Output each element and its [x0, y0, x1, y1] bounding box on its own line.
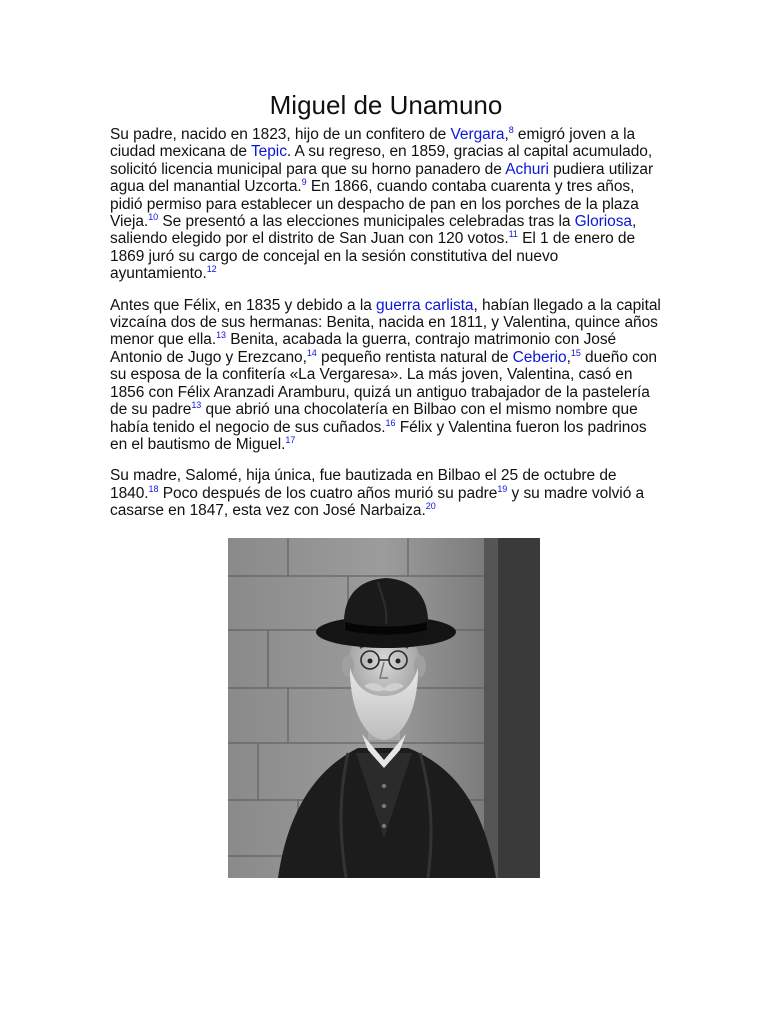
page-title: Miguel de Unamuno — [269, 90, 503, 120]
footnote-link-13b[interactable]: 13 — [191, 400, 202, 411]
text: emigró joven a la ciudad mexicana de — [110, 126, 636, 161]
footnote-link-18[interactable]: 18 — [148, 483, 159, 494]
footnote-link-10[interactable]: 10 — [148, 212, 159, 223]
text: , — [504, 126, 509, 143]
footnote-link-9[interactable]: 9 — [301, 177, 307, 188]
footnote-ref — [148, 212, 158, 222]
footnote-ref — [307, 348, 317, 358]
footnote-link-11[interactable]: 11 — [508, 229, 518, 240]
footnote-link-19[interactable]: 19 — [497, 483, 508, 494]
text: Benita, acabada la guerra, contrajo matrimonio con José Antonio de Jugo y Erezcano, — [110, 331, 617, 366]
link-tepic[interactable]: Tepic — [250, 143, 287, 161]
footnote-ref — [149, 484, 159, 494]
text: . A su regreso, en 1859, gracias al capital acumulado, solicitó licencia municipal para que su horno panadero de — [110, 143, 653, 178]
text: pequeño rentista natural de — [316, 348, 513, 366]
text: , — [566, 348, 571, 366]
footnote-ref — [191, 400, 201, 410]
text: pudiera utilizar agua del manantial Uzcorta. — [110, 160, 654, 196]
footnote-link-8[interactable]: 8 — [508, 125, 514, 135]
link-ceberio[interactable]: Ceberio — [512, 348, 567, 366]
footnote-ref — [285, 435, 295, 445]
text: El 1 de enero de 1869 juró su cargo de concejal en la sesión constitutiva del nuevo ayuntamiento. — [110, 230, 636, 283]
text: dueño con su esposa de la confitería «La Vergaresa». La más joven, Valentina, casó en 1856 con Félix Aranzadi Aramburu, quizá un antiguo trabajador de la pastelería de su padre — [110, 348, 657, 419]
paragraph-mother — [110, 467, 662, 519]
paragraph-aunts — [110, 297, 662, 454]
footnote-link-16[interactable]: 16 — [385, 417, 396, 428]
text: En 1866, cuando contaba cuarenta y tres años, pidió permiso para establecer un despacho de pan en los porches de la plaza Vieja. — [110, 178, 639, 231]
footnote-ref — [426, 501, 436, 511]
text: Su padre, nacido en 1823, hijo de un confitero de — [110, 126, 451, 143]
footnote-link-20[interactable]: 20 — [425, 501, 436, 512]
text: , saliendo elegido por el distrito de San Juan con 120 votos. — [110, 213, 637, 248]
text: que abrió una chocolatería en Bilbao con el mismo nombre que había tenido el negocio de sus cuñados. — [110, 401, 638, 436]
footnote-link-13[interactable]: 13 — [216, 330, 227, 341]
text: Félix y Valentina fueron los padrinos en el bautismo de Miguel. — [110, 418, 647, 453]
footnote-ref — [216, 330, 226, 340]
text: Se presentó a las elecciones municipales celebradas tras la — [158, 213, 575, 231]
article — [110, 88, 662, 534]
footnote-ref — [386, 418, 396, 428]
link-vergara[interactable]: Vergara — [450, 126, 505, 143]
link-gloriosa[interactable]: Gloriosa — [574, 213, 632, 231]
portrait-image — [228, 538, 540, 878]
footnote-ref — [207, 264, 217, 274]
portrait-photo — [228, 538, 540, 878]
text: Antes que Félix, en 1835 y debido a la — [110, 296, 377, 314]
text: Poco después de los cuatro años murió su padre — [158, 484, 498, 502]
footnote-link-15[interactable]: 15 — [570, 347, 581, 358]
text: , habían llegado a la capital vizcaína dos de sus hermanas: Benita, nacida en 1811, y Valentina, quince años menor que ella. — [110, 296, 661, 349]
footnote-ref — [509, 229, 518, 239]
paragraph-father — [110, 126, 662, 283]
link-guerra-carlista[interactable]: guerra carlista — [376, 296, 474, 314]
footnote-ref — [497, 484, 507, 494]
footnote-link-12[interactable]: 12 — [206, 264, 217, 275]
footnote-ref — [571, 348, 581, 358]
text: y su madre volvió a casarse en 1847, esta vez con José Narbaiza. — [110, 484, 645, 520]
footnote-link-17[interactable]: 17 — [285, 434, 296, 445]
link-achuri[interactable]: Achuri — [505, 160, 549, 178]
text: Su madre, Salomé, hija única, fue bautizada en Bilbao el 25 de octubre de 1840. — [110, 467, 617, 502]
footnote-link-14[interactable]: 14 — [306, 347, 317, 358]
